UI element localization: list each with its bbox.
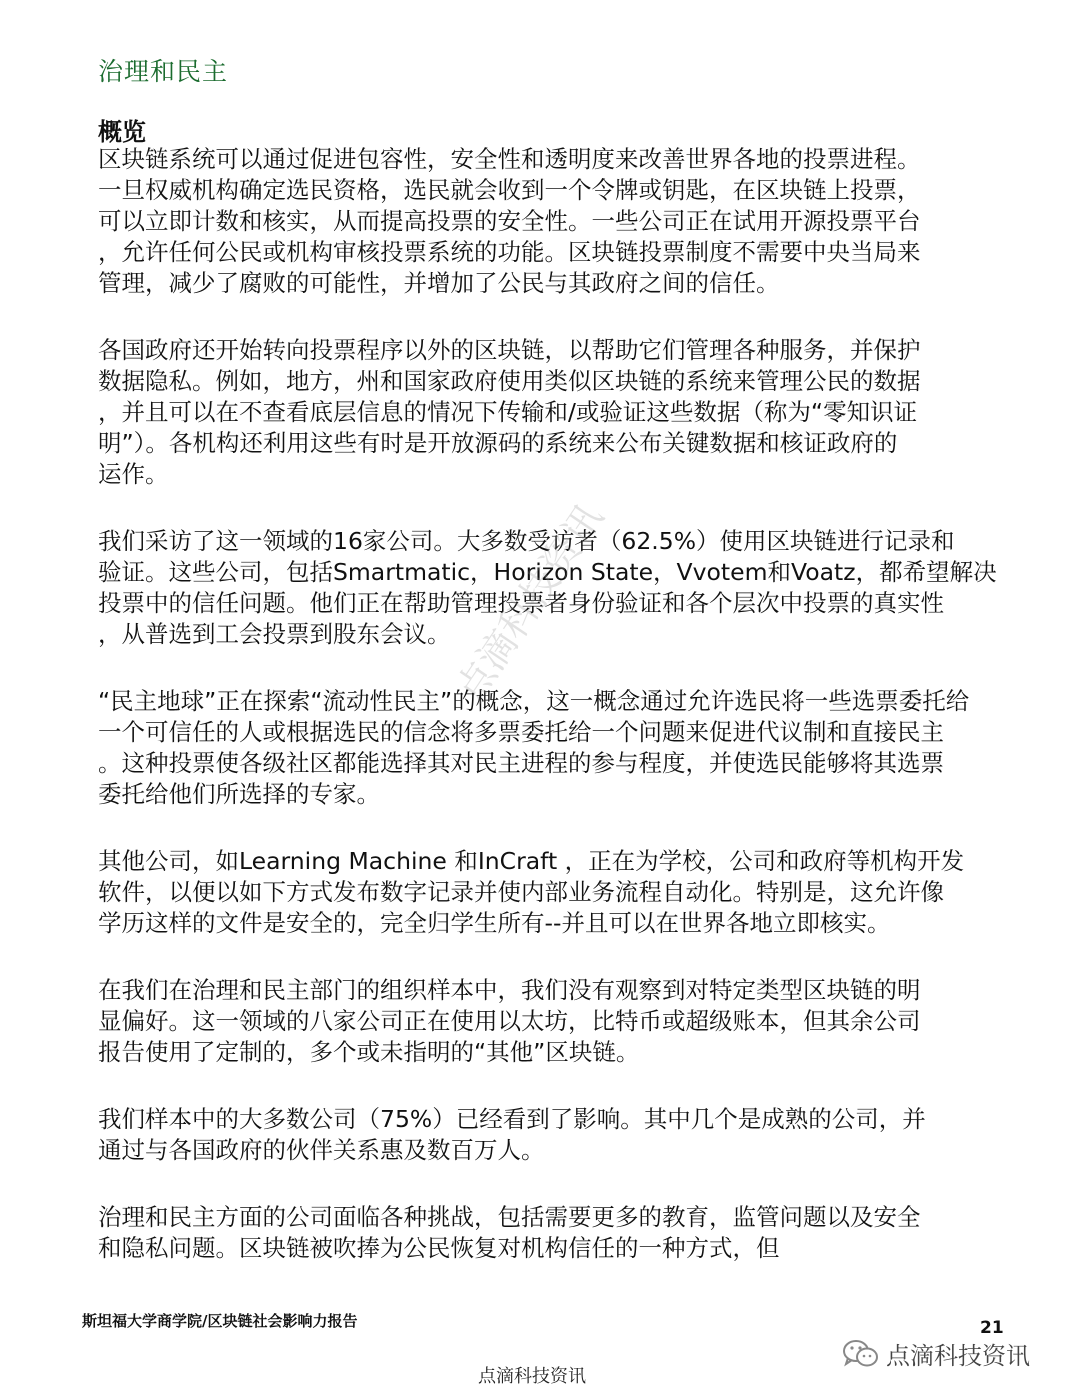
footer-source: 点滴科技资讯	[478, 1366, 586, 1387]
paragraph-4	[98, 686, 978, 810]
text-line: 。这种投票使各级社区都能选择其对民主进程的参与程度，并使选民能够将其选票	[98, 749, 944, 777]
text-line: ，允许任何公民或机构审核投票系统的功能。区块链投票制度不需要中央当局来	[98, 238, 921, 266]
text-line: 一个可信任的人或根据选民的信念将多票委托给一个问题来促进代议制和直接民主	[98, 718, 944, 746]
text-line: 委托给他们所选择的专家。	[98, 780, 380, 808]
watermark: 点滴科技资讯	[447, 495, 612, 710]
body-text	[98, 144, 997, 1300]
paragraph-2	[98, 335, 978, 490]
footer-report-title: 斯坦福大学商学院/区块链社会影响力报告	[82, 1312, 358, 1330]
text-line: 治理和民主方面的公司面临各种挑战，包括需要更多的教育，监管问题以及安全	[98, 1203, 921, 1231]
text-line: 我们样本中的大多数公司（75%）已经看到了影响。其中几个是成熟的公司，并	[98, 1105, 926, 1133]
wechat-account	[842, 1336, 1030, 1371]
wechat-label: 点滴科技资讯	[886, 1342, 1030, 1370]
text-line: 在我们在治理和民主部门的组织样本中，我们没有观察到对特定类型区块链的明	[98, 976, 921, 1004]
text-line: 和隐私问题。区块链被吹捧为公民恢复对机构信任的一种方式，但	[98, 1234, 780, 1262]
text-line: “民主地球”正在探索“流动性民主”的概念，这一概念通过允许选民将一些选票委托给	[98, 687, 970, 715]
text-line: 学历这样的文件是安全的，完全归学生所有--并且可以在世界各地立即核实。	[98, 909, 891, 937]
wechat-icon	[842, 1338, 880, 1370]
text-line: ，并且可以在不查看底层信息的情况下传输和/或验证这些数据（称为“零知识证	[98, 398, 918, 426]
text-line: 报告使用了定制的，多个或未指明的“其他”区块链。	[98, 1038, 640, 1066]
overview-heading: 概览	[98, 118, 146, 146]
text-line: 投票中的信任问题。他们正在帮助管理投票者身份验证和各个层次中投票的真实性	[98, 589, 944, 617]
text-line: ，从普选到工会投票到股东会议。	[98, 620, 451, 648]
text-line: 显偏好。这一领域的八家公司正在使用以太坊，比特币或超级账本，但其余公司	[98, 1007, 921, 1035]
text-line: 软件，以便以如下方式发布数字记录并使内部业务流程自动化。特别是，这允许像	[98, 878, 944, 906]
text-line: 管理，减少了腐败的可能性，并增加了公民与其政府之间的信任。	[98, 269, 780, 297]
text-line: 可以立即计数和核实，从而提高投票的安全性。一些公司正在试用开源投票平台	[98, 207, 921, 235]
text-line: 数据隐私。例如，地方，州和国家政府使用类似区块链的系统来管理公民的数据	[98, 367, 921, 395]
text-line: 我们采访了这一领域的16家公司。大多数受访者（62.5%）使用区块链进行记录和	[98, 527, 955, 555]
paragraph-5	[98, 846, 978, 939]
page-number: 21	[980, 1318, 1004, 1338]
paragraph-8	[98, 1202, 978, 1264]
text-line: 各国政府还开始转向投票程序以外的区块链，以帮助它们管理各种服务，并保护	[98, 336, 921, 364]
text-line: 一旦权威机构确定选民资格，选民就会收到一个令牌或钥匙，在区块链上投票，	[98, 176, 921, 204]
text-line: 其他公司，如Learning Machine 和InCraft ，正在为学校，公司和政府等机构开发	[98, 847, 965, 875]
paragraph-1	[98, 144, 978, 299]
text-line: 通过与各国政府的伙伴关系惠及数百万人。	[98, 1136, 545, 1164]
text-line: 运作。	[98, 460, 169, 488]
text-line: 验证。这些公司，包括Smartmatic，Horizon State，Vvotem和Voatz，都希望解决	[98, 558, 997, 586]
text-line: 区块链系统可以通过促进包容性，安全性和透明度来改善世界各地的投票进程。	[98, 145, 921, 173]
paragraph-7	[98, 1104, 978, 1166]
paragraph-6	[98, 975, 978, 1068]
text-line: 明”）。各机构还利用这些有时是开放源码的系统来公布关键数据和核证政府的	[98, 429, 898, 457]
section-title: 治理和民主	[98, 57, 229, 86]
